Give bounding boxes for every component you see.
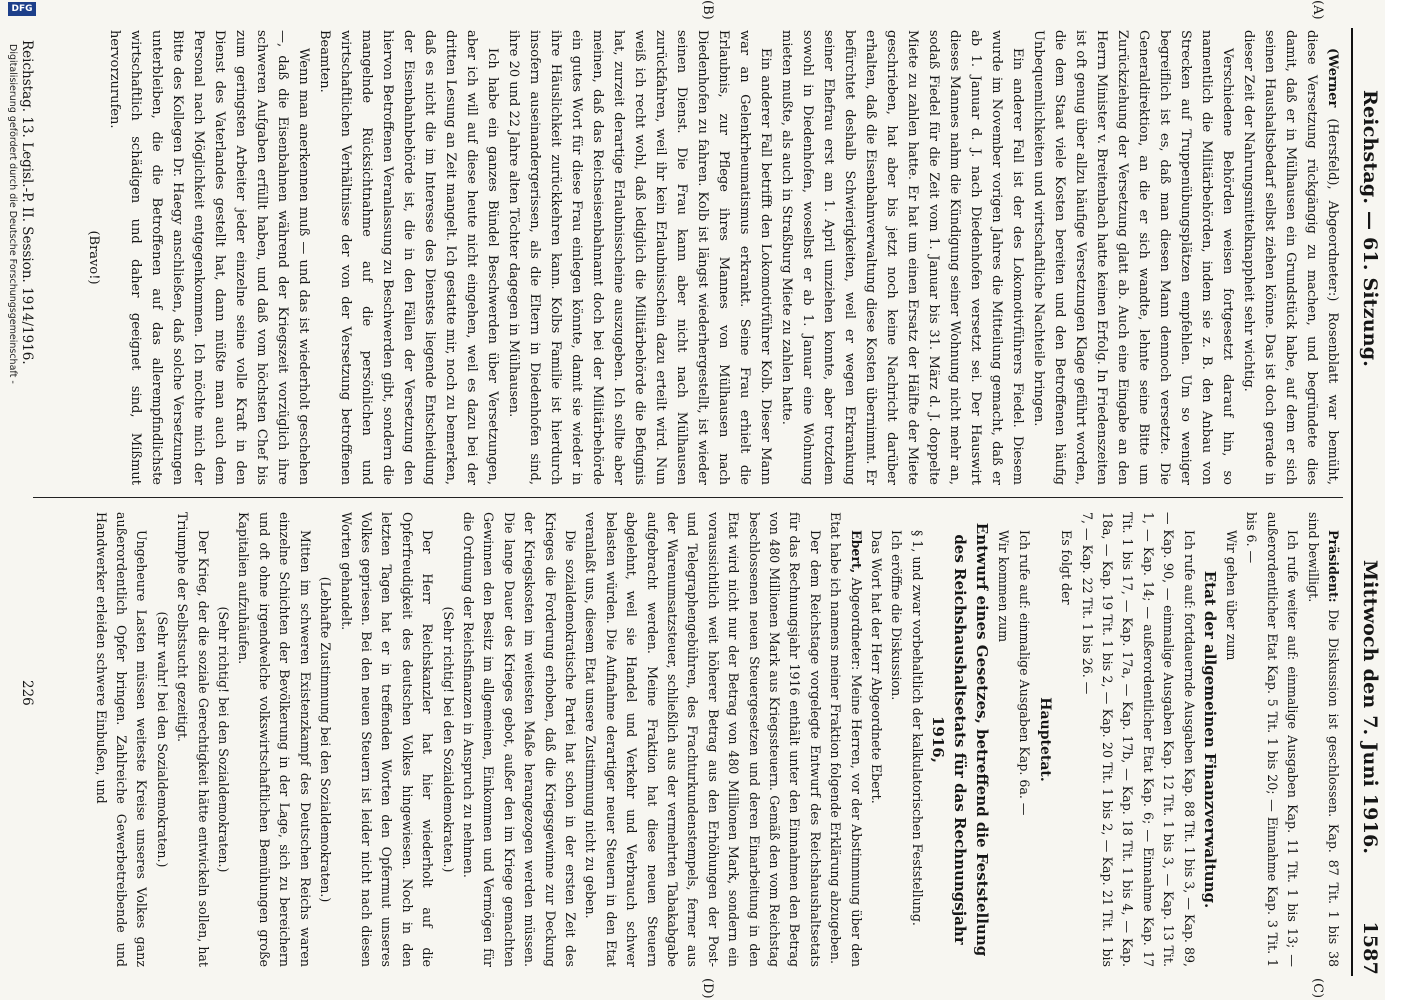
paragraph-text: Es folgt der [1059, 530, 1075, 605]
paragraph [907, 512, 927, 967]
paragraph-text: (Sehr wahr! bei den Sozialdemokraten.) [154, 611, 170, 868]
paragraph-text: Der Herr Reichskanzler hat hier wiederholt auf die Opferfreudigkeit des deutschen Volkes hingewiesen. Noch in den letzten Tagen hat er in treffenden Worten den Opfermut unseres Volkes gepriesen. Bei den neuen Steuern ist leider nicht nach diesen Worten gehandelt. [338, 512, 436, 967]
paragraph-text: Das Wort hat der Herr Abgeordnete Ebert. [869, 530, 885, 804]
dfg-logo: DFG [8, 2, 36, 16]
section-subheading: Hauptetat. [1036, 697, 1053, 782]
paragraph [503, 30, 776, 485]
paragraph-text: Ich habe ein ganzes Bündel Beschwerden über Versetzungen, aber ich will auf diese heute nicht eingehen, weil es dazu bei der dritten Lesung an Zeit mangelt. Ich gestatte mir, noch zu bemerken, daß es nicht die im Interesse des Dienstes liegende Entscheidung der Eisenbahnbehörde ist, die in den Fällen der Versetzung den hiervon Betroffenen Veranlassung zu Beschwerden gibt, sondern die mangelnde Rücksichtnahme auf die persönlichen und wirtschaftlichen Verhältnisse der von der Versetzung betroffenen Beamten. [317, 30, 500, 485]
paragraph [1221, 512, 1241, 967]
paragraph-text: Ungeheure Lasten müssen weiteste Kreise unseres Volkes ganz außerordentlich Opfer bringen. Zahlreiche Gewerbetreibende und Handwerker erleiden schwere Einbußen, und [93, 512, 150, 967]
paragraph [90, 512, 151, 967]
header-date: Mittwoch den 7. Juni 1916. [1359, 560, 1381, 855]
paragraph [825, 512, 866, 967]
scan-margin [1385, 0, 1415, 1000]
paragraph-text: Abgeordneter: Meine Herren, vor der Abstimmung über den Etat habe ich namens meiner Fraktion folgende Erklärung abzugeben. [828, 512, 864, 967]
interjection [151, 512, 171, 967]
speaker-name: (Werner [1325, 48, 1340, 108]
page-number: 1587 [1359, 921, 1381, 975]
speaker-name: Ebert, [848, 530, 864, 574]
text-column-right [90, 512, 1343, 967]
interjection [213, 512, 233, 967]
margin-marker-d: (D) [700, 978, 715, 999]
paragraph [1028, 30, 1238, 485]
interjection [437, 512, 457, 967]
paragraph [233, 512, 315, 967]
margin-marker-c: (C) [1310, 978, 1325, 999]
paragraph [104, 30, 314, 485]
margin-marker-b: (B) [700, 0, 715, 20]
paragraph-text: Der Krieg, der die soziale Gerechtigkeit hätte entwickeln sollen, hat Triumphe der Selbstsucht gezeitigt. [175, 512, 211, 967]
paragraph [1056, 512, 1076, 967]
text-column-left [83, 30, 1343, 485]
section-heading: Etat der allgemeinen Finanzverwaltung. [1200, 570, 1219, 909]
paragraph-text: Ich eröffne die Diskussion. [889, 530, 905, 701]
paragraph-text: (Lebhafte Zustimmung bei den Sozialdemokraten.) [318, 576, 334, 903]
credit-text: Digitalisierung gefördert durch die Deutsche Forschungsgemeinschaft - [7, 44, 18, 384]
paragraph [886, 512, 906, 967]
margin-marker-a: (A) [1310, 0, 1325, 20]
paragraph-text: Die sozialdemokratische Partei hat schon in der ersten Zeit des Krieges die Forderung erhoben, daß die Kriegsgewinne zur Deckung der Kriegskosten im weitesten Maße herangezogen werden müssen. Die lange Dauer des Krieges gebot, außer den im Kriege gemachten Gewinnen den Besitz im allgemeinen, Einkommen und Vermögen für die Ordnung der Reichsfinanzen in Anspruch zu nehmen. [460, 512, 578, 967]
paragraph-text: Wenn man anerkennen muß — und das ist wiederholt geschehen —, daß die Eisenbahnen während der Kriegszeit vorzüglich ihre schweren Aufgaben erfüllt haben, und daß vom höchsten Chef bis zum geringsten Arbeiter jeder einzelne seine volle Kraft in den Dienst des Vaterlandes gestellt hat, dann müßte man auch dem Personal nach Möglichkeit entgegenkommen. Ich möchte mich der Bitte des Kollegen Dr. Haegy anschließen, daß solche Versetzungen unterbleiben, die die Betroffenen auf das allerempfindlichste wirtschaftlich schädigen und daher geeignet sind, Mißmut hervorzurufen. [107, 30, 311, 485]
paragraph-text: § 1, und zwar vorbehaltlich der kalkulatorischen Feststellung. [909, 530, 925, 926]
paragraph-text: Der dem Reichstage vorgelegte Entwurf des Reichshaushaltsetats für das Rechnungsjahr 1916 enthält unter den Einnahmen den Betrag von 480 Millionen Mark aus Kriegssteuern. Gemäß den vom Reichstag beschlossenen neuen Steuergesetzen und deren Einarbeitung in den Etat wird nicht nur der Betrag von 480 Millionen Mark, sondern ein voraussichtlich weit höherer Betrag aus den Erhöhungen der Post- und Telegraphengebühren, des Frachturkundenstempels, ferner aus der Warenumsatzsteuer, schließlich aus der vermehrten Tabakabgabe aufgebracht werden. Meine Fraktion hat diese neuen Steuern abgelehnt, weil sie Handel und Verkehr und Verbrauch schwer belasten würden. Die Aufnahme derartiger neuer Steuern in den Etat veranlaßt uns, diesem Etat unsere Zustimmung nicht zu geben. [583, 512, 823, 967]
section-heading: Entwurf eines Gesetzes, betreffend die Feststellung des Reichshaushaltsetats für das Rechnungsjahr 1916, [928, 522, 991, 957]
footer-publication: Reichstag. 13. Legisl.-P. II. Session. 1914/1916. [19, 40, 35, 365]
paragraph [776, 30, 1028, 485]
paragraph-text: Die Diskussion ist geschlossen. Kap. 87 Tit. 1 bis 38 sind bewilligt. [1305, 512, 1341, 967]
paragraph [993, 512, 1013, 967]
paragraph [314, 30, 503, 485]
paragraph-text: Mitten im schweren Existenzkampf des Deutschen Reichs waren einzelne Schichten der Bevölkerung in der Lage, sich zu bereichern und oft ohne irgendwelche volkswirtschaftlichen Bemühungen große Kapitalien aufzuhäufen. [236, 512, 313, 967]
paragraph-text: Ich rufe auf: fortdauernde Ausgaben Kap. 88 Tit. 1 bis 3, — Kap. 89, — Kap. 90, — einmalige Ausgaben Kap. 12 Tit. 1 bis 3, — Kap. 13 Tit. 1, — Kap. 14; — außerordentlicher Etat Kap. 6; — Einnahme Kap. 17 Tit. 1 bis 17, — Kap. 17a, — Kap. 17b, — Kap. 18 Tit. 1 bis 4, — Kap. 18a, — Kap. 19 Tit. 1 bis 2, — Kap. 20 Tit. 1 bis 2, — Kap. 21 Tit. 1 bis 7, — Kap. 22 Tit. 1 bis 26. — [1079, 512, 1197, 967]
paragraph-text: Ein anderer Fall ist der des Lokomotivführers Fiedel. Diesem wurde im November vorigen Jahres die Mitteilung gemacht, daß er ab 1. Januar d. J. nach Diedenhofen versetzt sei. Der Hauswirt dieses Mannes nahm die Kündigung seiner Wohnung nicht mehr an, sodaß Fiedel für die Zeit vom 1. Januar bis 31. März d. J. doppelte Miete zu zahlen hatte. Er hat um einen Ersatz der Hälfte der Miete geschrieben, hat aber bis jetzt noch keine Nachricht darüber erhalten, daß die Eisenbahnverwaltung diese Kosten übernimmt. Er befürchtet deshalb Schwierigkeiten, weil er wegen Erkrankung seiner Ehefrau erst am 1. April umziehen konnte, aber trotzdem sowohl in Diedenhofen, woselbst er ab 1. Januar eine Wohnung mieten mußte, als auch in Straßburg Miete zu zahlen hatte. [779, 30, 1025, 485]
paragraph-text: Wir kommen zum [996, 530, 1012, 643]
footer-sheet-number: 226 [19, 680, 35, 706]
interjection [315, 512, 335, 967]
paragraph-text: (Sehr richtig! bei den Sozialdemokraten.) [216, 606, 232, 873]
paragraph [458, 512, 580, 967]
paragraph-text: (Sehr richtig! bei den Sozialdemokraten.) [440, 606, 456, 873]
paragraph-text: Verschiedene Behörden weisen fortgesetzt darauf hin, so namentlich die Militärbehörden, indem sie z. B. den Anbau von Strecken auf Truppenübungsplätzen empfehlen. Um so weniger begreiflich ist es, daß man diesen Mann dennoch versetzte. Die Generaldirektion, an die er sich wandte, lehnte seine Bitte um Zurückziehung der Versetzung glatt ab. Auch eine Eingabe an den Herrn Minister v. Breitenbach hatte keinen Erfolg. In Friedenszeiten ist oft genug über allzu häufige Versetzungen Klage geführt worden, die dem Staat viele Kosten bereiten und den Betroffenen häufig Unbequemlichkeiten und wirtschaftliche Nachteile bringen. [1031, 30, 1235, 485]
header-rule [1351, 28, 1353, 976]
paragraph [1238, 30, 1343, 485]
paragraph-text: Wir gehen über zum [1223, 530, 1239, 661]
paragraph-text: Ich rufe weiter auf: einmalige Ausgaben Kap. 11 Tit. 1 bis 13; — außerordentlicher Etat Kap. 5 Tit. 1 bis 20; — Einnahme Kap. 3 Tit. 1 bis 6. — [1244, 512, 1301, 967]
speaker-name: Präsident: [1326, 530, 1341, 603]
paragraph [335, 512, 437, 967]
paragraph [1302, 512, 1343, 967]
header-session-title: Reichstag. — 61. Sitzung. [1359, 90, 1381, 368]
paragraph-text: (Hersfeld), Abgeordneter:) Rosenblatt war bemüht, diese Versetzung rückgängig zu machen, und begründete dies damit, daß er in Mülhausen ein Grundstück habe, auf dem er sich seinen Haushaltsbedarf selbst ziehen könne. Das ist doch gerade in dieser Zeit der Nahrungsmittelknappheit sehr wichtig. [1241, 30, 1340, 485]
digitization-credit [0, 0, 22, 1000]
paragraph [580, 512, 825, 967]
paragraph-text: (Bravo!) [86, 230, 101, 285]
page-header [1353, 30, 1381, 975]
column-divider [33, 497, 1343, 498]
paragraph-text: Ein anderer Fall betrifft den Lokomotivführer Kolb. Dieser Mann war an Gelenkrheumatismus erkrankt. Seine Frau erhielt die Erlaubnis, zur Pflege ihres Mannes von Mülhausen nach Diedenhofen zu fahren. Kolb ist längst wiederhergestellt, ist wieder seinen Dienst. Die Frau kann aber nicht nach Mülhausen zurückfahren, weil ihr kein Erlaubnisschein dazu erteilt wird. Nun weiß ich recht wohl, daß lediglich die Militärbehörde die Befugnis hat, zurzeit derartige Erlaubnisscheine auszugeben. Ich sollte aber meinen, daß das Reichseisenbahnamt doch bei der Militärbehörde ein gutes Wort für diese Frau einlegen könnte, damit sie wieder in ihre Häuslichkeit zurückkehren kann. Kolbs Familie ist hierdurch insofern auseinandergerissen, als die Eltern in Diedenhofen sind, ihre 20 und 22 Jahre alten Töchter dagegen in Mülhausen. [506, 30, 773, 485]
interjection [83, 30, 104, 485]
paragraph [1241, 512, 1302, 967]
paragraph [172, 512, 213, 967]
paragraph-text: Ich rufe auf: einmalige Ausgaben Kap. 6a. — [1016, 530, 1032, 816]
paragraph [866, 512, 886, 967]
paragraph [1076, 512, 1198, 967]
paragraph [1013, 512, 1033, 967]
